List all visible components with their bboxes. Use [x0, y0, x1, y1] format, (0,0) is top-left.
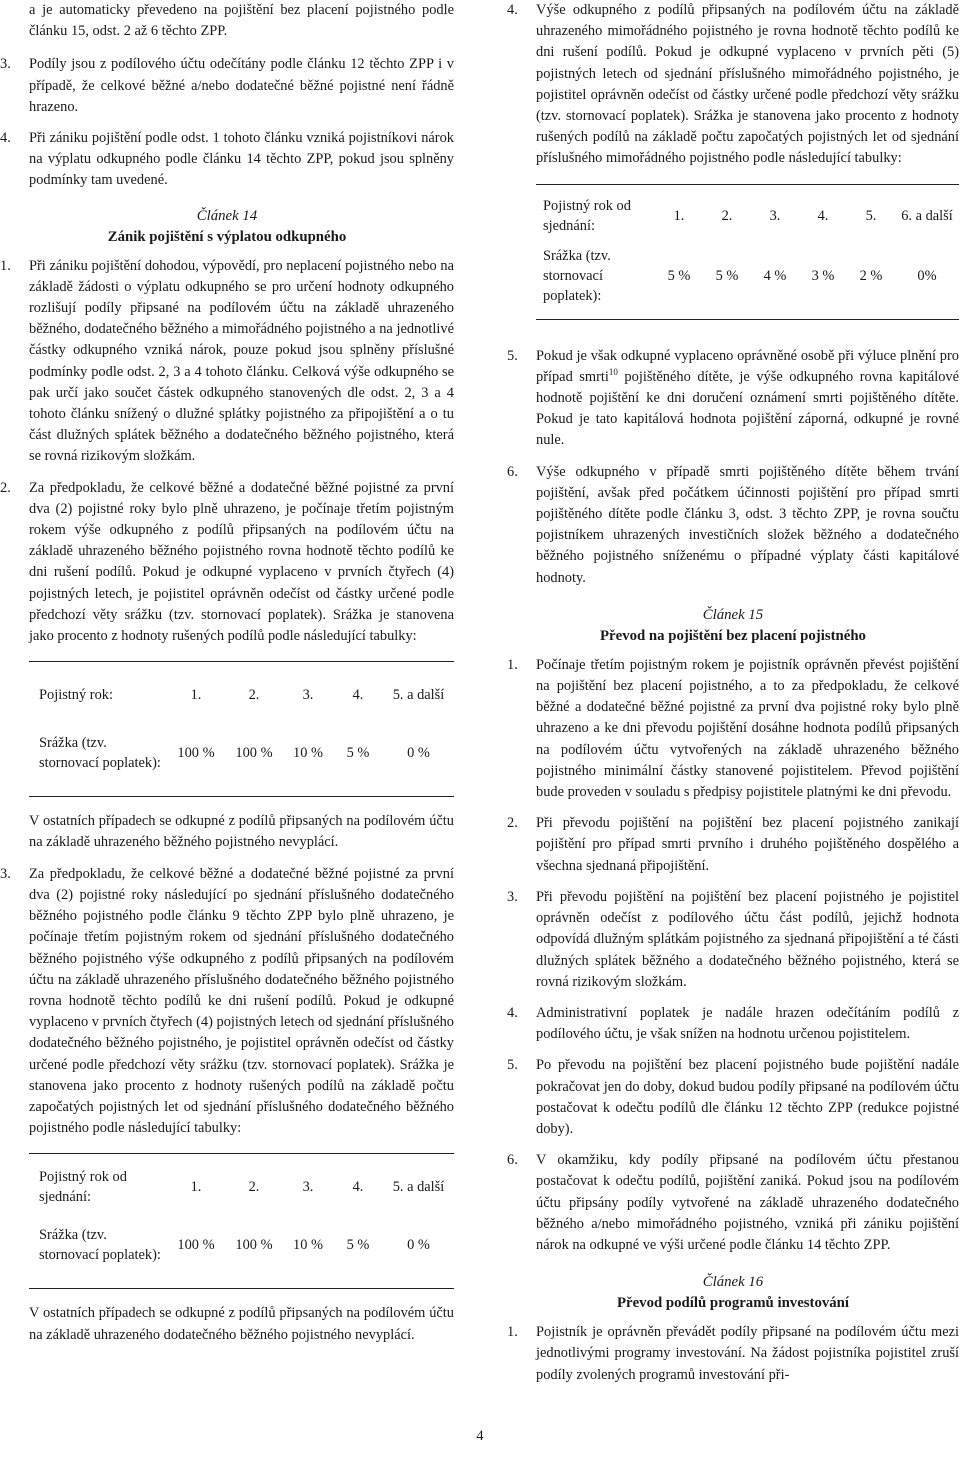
table-row: Srážka (tzv. stornovací poplatek): 5 % 5 % 4 % 3 % 2 % 0%	[543, 247, 937, 304]
article-15-list	[507, 655, 959, 1256]
continued-paragraph: a je automaticky převedeno na pojištění bez placení pojistného podle článku 15, odst. 2 až 6 těchto ZPP.	[29, 2, 454, 40]
surrender-fee-table-3	[536, 184, 959, 320]
table-row: Srážka (tzv. stornovací poplatek): 100 % 100 % 10 % 5 % 0 %	[39, 1227, 430, 1264]
article-14-paragraph-2: 2. Za předpokladu, že celkové běžné a dodatečné běžné pojistné za první dva (2) pojistné roky bylo plně uhrazeno, je počínaje třetím pojistným rokem výše odkupného z podílů připsaných na podílovém účtu na základě uhrazeného běžného pojistného rovna hodnotě těchto podílů ke dni rušení podílů. Pokud je odkupné vyplaceno v prvních čtyřech (4) pojistných letech, je pojistitel oprávněn odečíst od částky určené podle předchozí věty srážku (tzv. stornovací poplatek). Srážka je stanovena jako procento z hodnoty rušených podílů podle následující tabulky:	[0, 479, 454, 645]
article-14-paragraph-6: 6. Výše odkupného v případě smrti pojištěného dítěte během trvání pojištění, avšak před počátkem účinnosti pojištění pro případ smrti pojištěného dítěte podle článku 3, odst. 3 těchto ZPP, je rovna součtu pojistníkem uhrazených investičních složek běžného a dodatečného běžného pojistného sníženému o případné výplaty části kapitálové hodnoty.	[507, 463, 959, 586]
right-column	[507, 0, 959, 1396]
article-14-number: Článek 14	[196, 207, 258, 224]
table-row: Srážka (tzv. stornovací poplatek): 100 % 100 % 10 % 5 % 0 %	[39, 735, 430, 772]
article-16-title: Převod podílů programů investování	[617, 1295, 849, 1312]
article-14-title: Zánik pojištění s výplatou odkupného	[107, 228, 347, 245]
list-item: 2. Při převodu pojištění na pojištění bez placení pojistného zanikají pojištění pro případ smrti prvního i druhého pojištěného dospělého a všechna sjednaná připojištění.	[507, 815, 959, 874]
article-14-paragraph-1: 1. Při zániku pojištění dohodou, výpovědí, pro neplacení pojistného nebo na základě žádosti o výplatu odkupného se pro určení hodnoty odkupného rozlišují podíly připsané na podílovém účtu na základě uhrazeného běžného, dodatečného běžného a mimořádného pojistného a na jednotlivé částky odkupného vzniká nárok, pouze pokud jsou splněny příslušné podmínky podle odst. 2, 3 a 4 tohoto článku. Celková výše odkupného se pak určí jako součet částek odkupného stanovených dle odst. 2, 3 a 4 tohoto článku snížený o dlužné splátky pojistného za připojištění a o tu část dlužných splátek běžného a dodatečného běžného pojistného, která se rovná rizikovým složkám.	[0, 257, 454, 465]
article-15-title: Převod na pojištění bez placení pojistného	[600, 627, 866, 644]
footnote-marker: 10	[608, 367, 618, 378]
list-item: 3. Při převodu pojištění na pojištění bez placení pojistného je pojistitel oprávněn odečíst z podílového účtu část podílů, jejichž hodnota odpovídá dlužným splátkám pojistného za sjednaná připojištění a té části dlužných splátek běžného a dodatečného běžného pojistného, která se rovná rizikovým složkám.	[507, 888, 959, 990]
list-item: 1. Počínaje třetím pojistným rokem je pojistník oprávněn převést pojištění na pojištění bez placení pojistného, a to za předpokladu, že celkové běžné a dodatečné běžné pojistné za první dva pojistné roky bylo plně uhrazeno a ke dni převodu pojištění dosáhne hodnota podílů připsaných na podílovém účtu vytvořených na základě uhrazeného běžného pojistného minimální částky stanovené pojistitelem. Převod pojištění bude proveden v souladu s předpisy pojistitele platnými ke dni převodu.	[507, 656, 959, 801]
left-column	[0, 0, 454, 1346]
table-row: Pojistný rok od sjednání: 1. 2. 3. 4. 5. 6. a další	[543, 197, 953, 234]
surrender-fee-table-2	[29, 1153, 454, 1289]
table-row: Pojistný rok od sjednání: 1. 2. 3. 4. 5. a další	[39, 1169, 445, 1206]
article-14-paragraph-5: 5. Pokud je však odkupné vyplaceno oprávněné osobě při výluce plnění pro případ smrti$^{10}$ pojištěného dítěte, je výše odkupného rovna kapitálové hodnotě pojištění ke dni doručení oznámení smrti pojištěného dítěte. Pokud je tato kapitálová hodnota pojištění záporná, odkupné je rovné nule.	[507, 347, 959, 449]
table-2-note: V ostatních případech se odkupné z podílů připsaných na podílovém účtu na základě uhrazeného dodatečného běžného pojistného nevyplácí.	[29, 1305, 454, 1343]
article-14-paragraph-4: 4. Výše odkupného z podílů připsaných na podílovém účtu na základě uhrazeného mimořádného pojistného je rovna hodnotě těchto podílů ke dni rušení podílů. Pokud je odkupné vyplaceno v prvních pěti (5) pojistných letech od sjednání příslušného mimořádného pojistného, je pojistitel oprávněn odečíst od částky určené podle předchozí věty srážku (tzv. stornovací poplatek). Srážka je stanovena jako procento z hodnoty rušených podílů na základě počtu započatých pojistných let od sjednání příslušného mimořádného pojistného podle následující tabulky:	[507, 2, 959, 167]
surrender-fee-table-1	[29, 661, 454, 797]
article-16-paragraph-1: 1. Pojistník je oprávněn převádět podíly připsané na podílovém účtu mezi jednotlivými programy investování. Na žádost pojistníka pojistitel zruší podíly zvolených programů investování při-	[507, 1324, 959, 1383]
article-16-number: Článek 16	[702, 1274, 764, 1291]
table-row: Pojistný rok: 1. 2. 3. 4. 5. a další	[39, 687, 445, 704]
table-1-note: V ostatních případech se odkupné z podílů připsaných na podílovém účtu na základě uhrazeného běžného pojistného nevyplácí.	[29, 813, 454, 851]
list-item: 4. Administrativní poplatek je nadále hrazen odečítáním podílů z podílového účtu, je však snížen na hodnotu určenou pojistitelem.	[507, 1004, 959, 1043]
article-14-paragraph-3: 3. Za předpokladu, že celkové běžné a dodatečné běžné pojistné za první dva (2) pojistné roky následující po sjednání příslušného dodatečného běžného pojistného podle článku 9 těchto ZPP bylo plně uhrazeno, je počínaje třetím pojistným rokem od sjednání příslušného dodatečného běžného pojistného výše odkupného z podílů připsaných na podílovém účtu na základě uhrazeného příslušného dodatečného běžného pojistného rovna hodnotě těchto podílů ke dni rušení podílů. Pokud je odkupné vyplaceno v prvních čtyřech (4) pojistných letech od sjednání příslušného dodatečného běžného pojistného, je pojistitel oprávněn odečíst od částky určené podle předchozí věty srážku (tzv. stornovací poplatek). Srážka je stanovena jako procento z hodnoty rušených podílů na základě počtu započatých pojistných let od sjednání příslušného dodatečného běžného pojistného podle následující tabulky:	[0, 865, 454, 1137]
article-15-number: Článek 15	[702, 606, 764, 623]
list-item: 3. Podíly jsou z podílového účtu odečítány podle článku 12 těchto ZPP i v případě, že celkové běžné a/nebo dodatečné běžné pojistné není řádně hrazeno.	[0, 56, 454, 115]
list-item: 6. V okamžiku, kdy podíly připsané na podílovém účtu přestanou postačovat k odečtu podílů, pojištění zaniká. Pokud jsou na podílovém účtu připsány podíly vytvořené na základě uhrazeného dodatečného běžného a/nebo mimořádného pojistného, vzniká při zániku pojištění nárok na odkupné ve výši určené podle článku 14 těchto ZPP.	[507, 1152, 959, 1253]
list-item: 5. Po převodu na pojištění bez placení pojistného bude pojištění nadále pokračovat jen do doby, dokud budou podíly připsané na podílovém účtu postačovat k odečtu podílů dle článku 12 těchto ZPP (redukce pojistné doby).	[507, 1057, 959, 1137]
page-number: 4	[476, 1428, 484, 1444]
list-item: 4. Při zániku pojištění podle odst. 1 tohoto článku vzniká pojistníkovi nárok na výplatu odkupného podle článku 14 těchto ZPP, pokud jsou splněny podmínky tam uvedené.	[0, 130, 454, 189]
